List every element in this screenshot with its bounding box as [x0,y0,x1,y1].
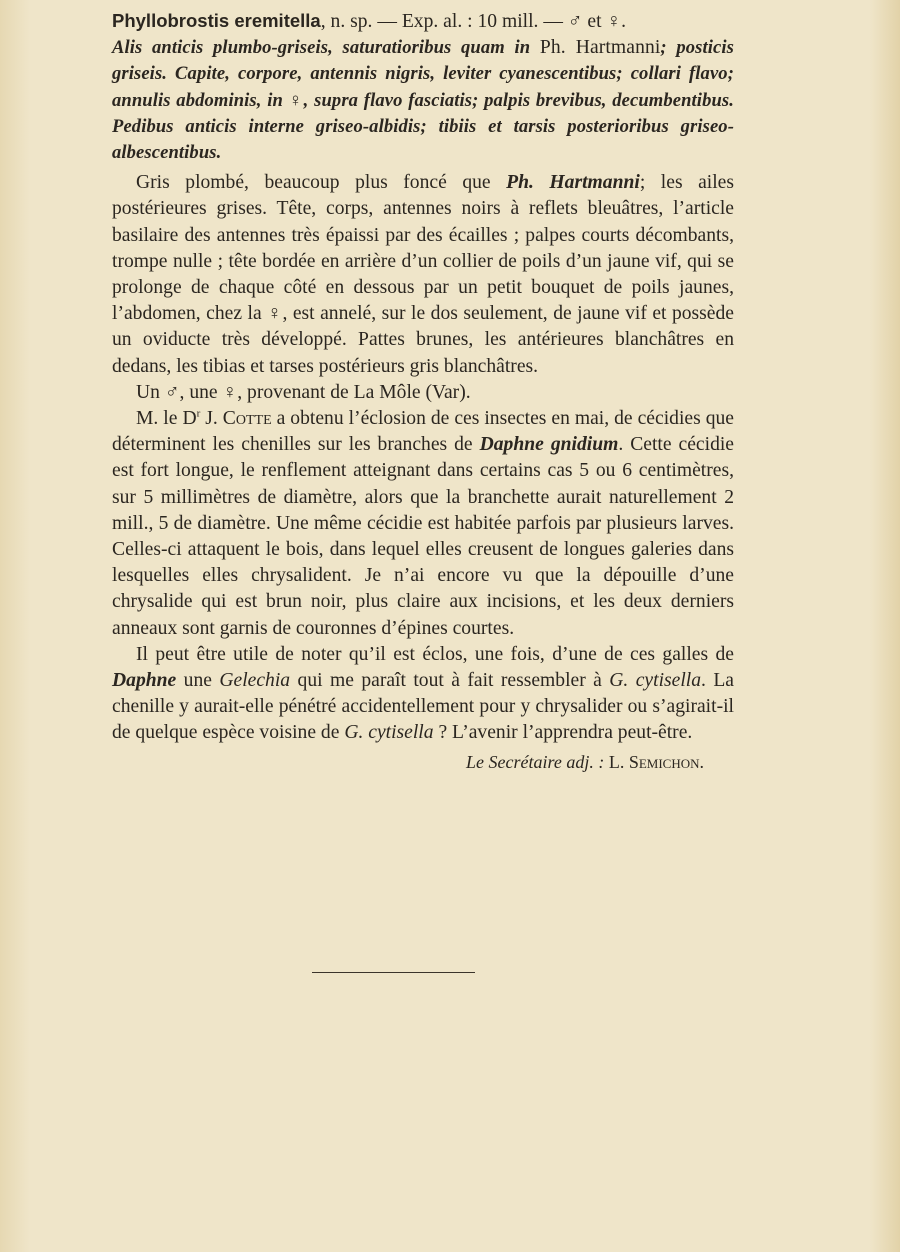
latin-hartmanni: Hartmanni [565,37,661,59]
para3-text-c: a obtenu l’éclosion de ces insectes en mai, de cécidies que déterminent les chenilles sur les branches de [112,408,734,456]
para3-text-d: . Cette cécidie est fort longue, le renflement atteignant dans certains cas 5 ou 6 centimètres, sur 5 millimètres de diamètre, alors que la branchette aurait naturellement 2 mill., 5 de diamètre. Une même cécidie est habitée parfois par plusieurs larves. Celles-ci attaquent le bois, dans lequel elles creusent de longues galeries dans lesquelles elles chrysalident. Je n’ai encore vu que la dépouille d’une chrysalide qui est brun noir, plus claire aux incisions, et les deux derniers anneaux sont garnis de couronnes d’épines courtes. [112,434,735,639]
para4-gcyt2: G. cytisella [344,722,434,744]
paragraph-description [112,170,734,380]
latin-description [112,35,734,166]
species-header-rest: , n. sp. — Exp. al. : 10 mill. — ♂ et ♀. [320,11,627,32]
latin-ph: Ph. [539,37,566,59]
signature-role: Le Secrétaire adj. : [466,751,609,772]
section-divider [312,972,475,973]
para4-daphne: Daphne [112,670,177,692]
signature [112,749,734,775]
latin-part1: Alis anticis plumbo-griseis, saturatioribus quam in [112,37,540,59]
para1-text-a: Gris plombé, beaucoup plus foncé que [136,172,507,194]
latin-part2: ; posticis griseis. Capite, corpore, antennis nigris, leviter cyanescentibus; collari flavo; annulis abdominis, in ♀, supra flavo fasciatis; palpis brevibus, decumbentibus. Pedibus anticis interne griseo-albidis; tibiis et tarsis posterioribus griseo-albescentibus. [112,37,734,164]
para4-gcyt: G. cytisella [609,670,702,692]
para3-cotte: Cotte [222,408,272,430]
para3-text-a: M. le D [136,408,197,430]
paragraph-cecidies [112,406,734,642]
para3-daphne: Daphne gnidium [479,434,619,456]
paragraph-gelechia [112,642,734,747]
para4-text-d: . La chenille y aurait-elle pénétré accidentellement pour y chrysalider ou s’agirait-il de quelque espèce voisine de [112,670,734,744]
para4-text-a: Il peut être utile de noter qu’il est éclos, une fois, d’une de ces galles de [136,643,734,665]
species-name: Phyllobrostis eremitella [112,10,321,31]
page-content [112,8,734,775]
para4-gelechia: Gelechia [219,670,291,692]
para1-text-b: ; les ailes postérieures grises. Tête, corps, antennes noirs à reflets bleuâtres, l’article basilaire des antennes très épaissi par des écailles ; palpes courts décombants, trompe nulle ; tête bordée en arrière d’un collier de poils d’un jaune vif, qui se prolonge de chaque côté en dessous par un petit bouquet de poils jaunes, l’abdomen, chez la ♀, est annelé, sur le dos seulement, de jaune vif et possède un oviducte très développé. Pattes brunes, les antérieures blanchâtres en dedans, les tibias et tarses postérieurs gris blanchâtres. [112,172,735,377]
para3-sup: r [196,407,201,420]
para3-text-b: J. [200,408,223,430]
signature-name: L. Semichon. [608,751,704,772]
para4-text-b: une [176,670,220,692]
para4-text-c: qui me paraît tout à fait ressembler à [290,670,610,692]
para1-species-ref: Ph. Hartmanni [506,172,640,194]
species-header [112,8,734,35]
paragraph-provenance: Un ♂, une ♀, provenant de La Môle (Var). [136,381,471,403]
para4-text-e: ? L’avenir l’apprendra peut-être. [433,722,693,744]
